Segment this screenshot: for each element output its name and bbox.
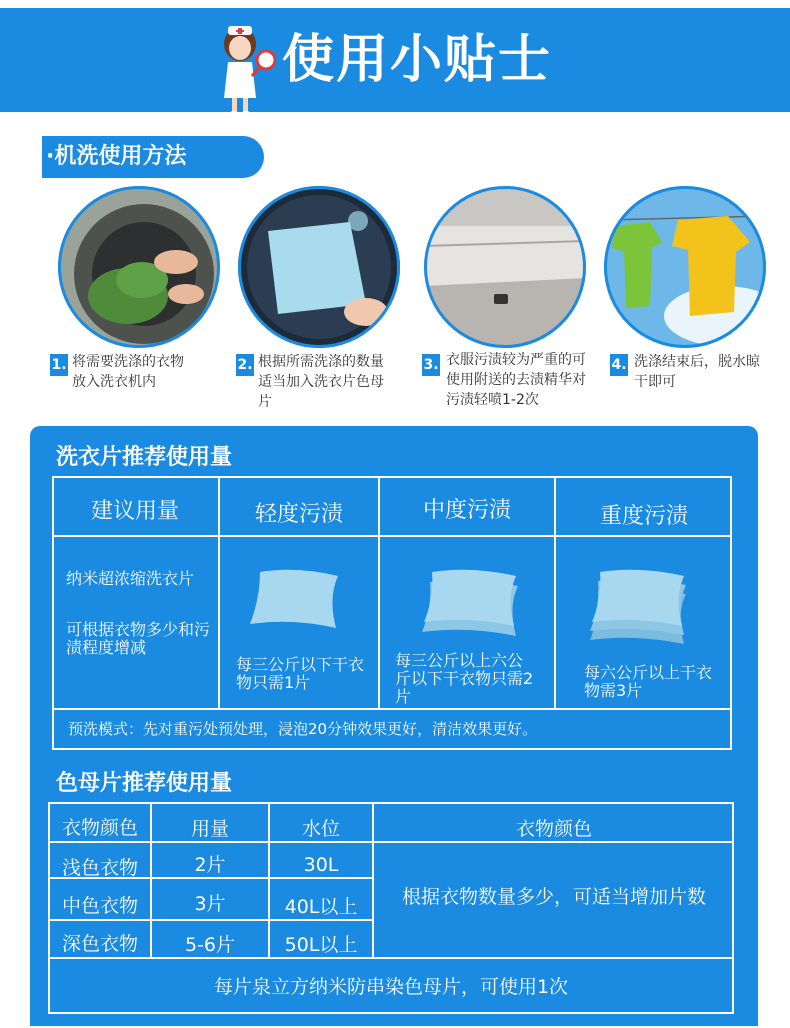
page-title: 使用小贴士: [282, 30, 553, 90]
two-sheets-icon: [418, 568, 522, 640]
step-4-photo: [604, 186, 766, 348]
merged-note: 根据衣物数量多少，可适当增加片数: [401, 886, 706, 908]
header-heavy-stain: 重度污渍: [599, 504, 688, 529]
row-medium-amount: 3片: [194, 893, 226, 915]
header-amount: 用量: [190, 818, 229, 840]
header-color: 衣物颜色: [61, 817, 138, 839]
row-dark-water: 50L以上: [284, 934, 358, 956]
header-color-2: 衣物颜色: [515, 818, 592, 840]
table-divider: [52, 708, 732, 710]
row-light-amount: 2片: [194, 854, 226, 876]
section-label: ·机洗使用方法: [42, 136, 264, 178]
nurse-mascot-icon: [210, 20, 276, 120]
row-light-color: 浅色衣物: [61, 857, 138, 879]
row-medium-water: 40L以上: [284, 896, 358, 918]
table-divider: [48, 919, 374, 921]
color-sheet-footer: 每片泉立方纳米防串染色母片，可使用1次: [213, 976, 569, 998]
header-suggested-amount: 建议用量: [90, 499, 179, 524]
row-medium-color: 中色衣物: [61, 895, 138, 917]
step-4-text: 洗涤结束后，脱水晾干即可: [634, 354, 760, 390]
table-divider: [52, 535, 732, 537]
three-sheets-icon: [586, 568, 690, 648]
step-1-photo: [58, 186, 220, 348]
left-note-1: 纳米超浓缩洗衣片: [66, 569, 195, 588]
row-dark-amount: 5-6片: [184, 934, 236, 956]
table-divider: [374, 841, 734, 843]
step-2-text: 根据所需洗涤的数量适当加入洗衣片色母片: [258, 354, 384, 410]
step-2-number: 2.: [236, 354, 254, 376]
step-1-text: 将需要洗涤的衣物放入洗衣机内: [72, 354, 184, 390]
prewash-note: 预洗模式：先对重污处预处理，浸泡20分钟效果更好，清洁效果更好。: [68, 720, 538, 738]
heavy-stain-dosage: 每六公斤以上干衣物需3片: [584, 663, 713, 700]
color-sheet-title: 色母片推荐使用量: [56, 771, 233, 796]
step-2-photo: [238, 186, 400, 348]
one-sheet-icon: [246, 568, 342, 634]
row-light-water: 30L: [303, 854, 339, 876]
step-4-number: 4.: [610, 354, 628, 376]
row-dark-color: 深色衣物: [61, 933, 138, 955]
light-stain-dosage: 每三公斤以下干衣物只需1片: [236, 655, 365, 692]
header-banner: [0, 8, 790, 112]
table-divider: [48, 841, 374, 843]
header-light-stain: 轻度污渍: [254, 502, 343, 527]
step-3-number: 3.: [422, 354, 440, 376]
step-3-text: 衣服污渍较为严重的可使用附送的去渍精华对污渍轻喷1-2次: [446, 352, 586, 408]
header-medium-stain: 中度污渍: [422, 498, 511, 523]
header-water-level: 水位: [301, 818, 340, 840]
medium-stain-dosage: 每三公斤以上六公斤以下干衣物只需2片: [395, 651, 534, 706]
step-3-photo: [424, 186, 586, 348]
laundry-sheet-title: 洗衣片推荐使用量: [56, 445, 233, 470]
left-note-2: 可根据衣物多少和污渍程度增减: [66, 620, 211, 657]
step-1-number: 1.: [50, 354, 68, 376]
